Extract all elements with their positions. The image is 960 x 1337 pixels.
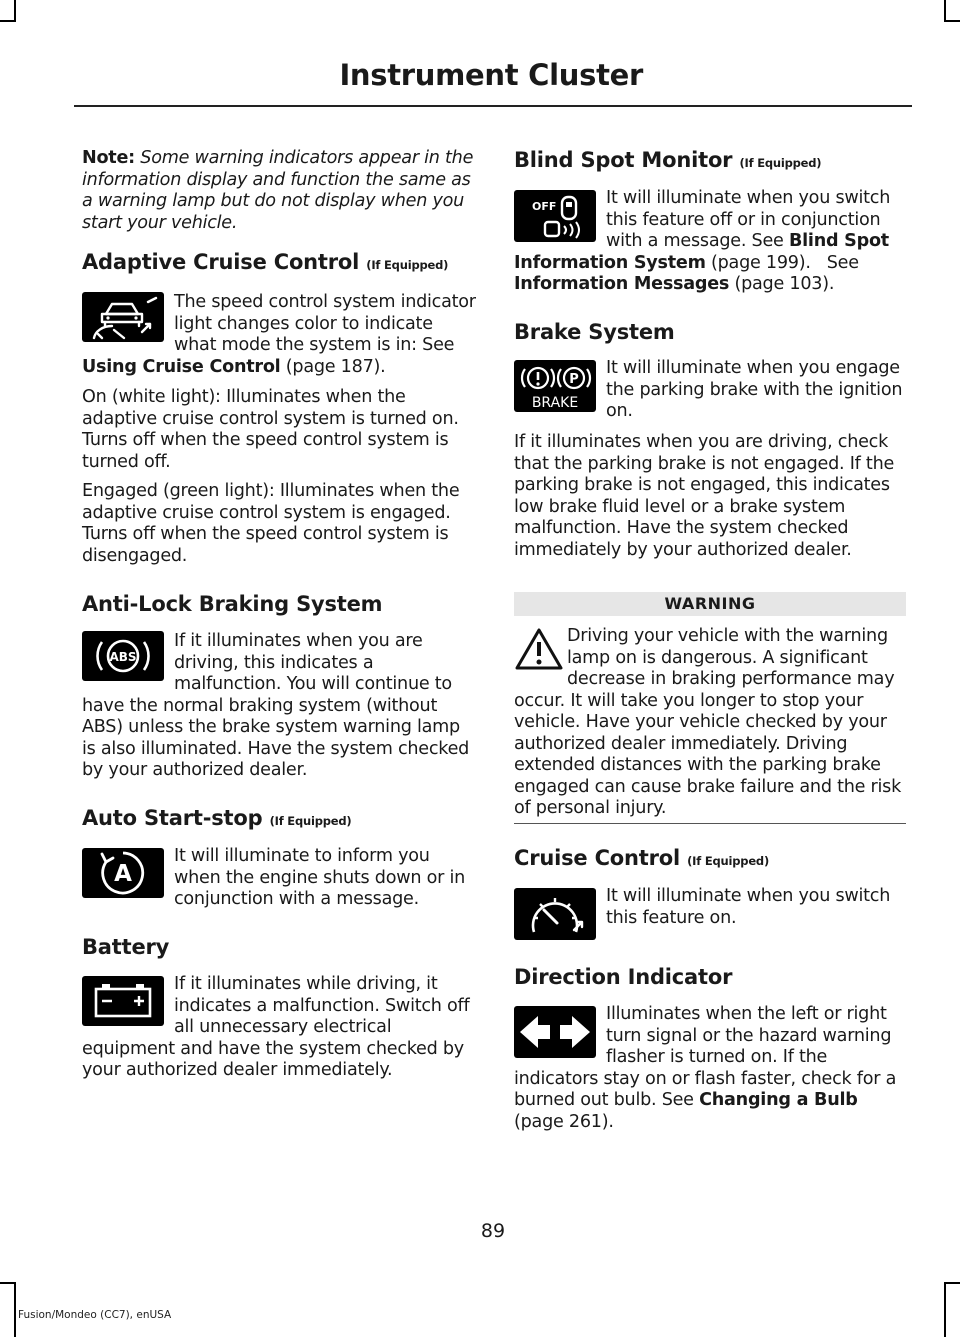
float-spacer xyxy=(82,974,174,1038)
crop-mark xyxy=(0,1282,16,1284)
abs-text xyxy=(82,631,476,782)
direction-text xyxy=(514,1004,906,1133)
crop-mark xyxy=(0,20,16,22)
abs-icon-label: ABS xyxy=(109,650,137,664)
battery-description: If it illuminates while driving, it indicates a malfunction. Switch off all unnecessary electrical equipment and have the system checked by your authorized dealer immediately. xyxy=(82,974,470,1080)
info-messages-page-ref: (page 103). xyxy=(734,274,835,294)
blindspot-text xyxy=(514,188,906,296)
blindspot-qualifier: (If Equipped) xyxy=(739,156,822,170)
changing-bulb-link[interactable]: Changing a Bulb xyxy=(699,1090,858,1110)
acc-on-text: On (white light): Illuminates when the adaptive cruise control system is turned on. Turns off when the speed control system is turned off. xyxy=(82,387,459,472)
autostop-icon-label: A xyxy=(114,861,132,887)
acc-link[interactable]: Using Cruise Control xyxy=(82,356,281,377)
header-divider xyxy=(74,105,912,107)
acc-text-1 xyxy=(82,292,476,378)
acc-text-3 xyxy=(82,481,476,567)
brake-text-1 xyxy=(514,358,906,423)
autostop-qualifier: (If Equipped) xyxy=(269,814,352,828)
autostop-heading xyxy=(82,805,476,834)
float-spacer xyxy=(82,631,174,695)
blindspot-page-ref: (page 199). xyxy=(711,252,811,273)
acc-qualifier: (If Equipped) xyxy=(366,258,449,272)
blindspot-title: Blind Spot Monitor xyxy=(514,148,733,172)
cruise-title: Cruise Control xyxy=(514,846,680,870)
blindspot-heading xyxy=(514,147,906,176)
blindspot-section xyxy=(514,147,906,176)
acc-section xyxy=(82,249,476,278)
float-spacer xyxy=(514,626,567,690)
crop-mark xyxy=(944,1282,946,1337)
acc-description: The speed control system indicator light changes color to indicate what mode the system is in: See xyxy=(174,292,476,355)
autostop-description: It will illuminate to inform you when the engine shuts down or in conjunction with a message. xyxy=(174,846,465,909)
crop-mark xyxy=(14,1282,16,1337)
battery-text xyxy=(82,974,476,1082)
direction-page-ref: (page 261). xyxy=(514,1111,614,1132)
note-block xyxy=(82,148,476,234)
note-label: Note: xyxy=(82,148,135,168)
autostop-text xyxy=(82,846,476,911)
float-spacer xyxy=(514,1004,606,1068)
float-spacer xyxy=(82,292,174,356)
cruise-qualifier: (If Equipped) xyxy=(687,854,770,868)
brake-description-1: It will illuminate when you engage the parking brake with the ignition on. xyxy=(606,358,903,421)
acc-title: Adaptive Cruise Control xyxy=(82,250,360,274)
acc-text-2 xyxy=(82,387,476,473)
autostop-title: Auto Start-stop xyxy=(82,806,263,830)
blindspot-icon-label: OFF xyxy=(532,200,557,213)
brake-icon-label: BRAKE xyxy=(531,395,579,411)
blindspot-description: It will illuminate when you switch this feature off or in conjunction with a message. See xyxy=(606,188,891,251)
footer-text: Fusion/Mondeo (CC7), enUSA xyxy=(18,1309,172,1321)
brake-description-2: If it illuminates when you are driving, check that the parking brake is not engaged. If the parking brake is not engaged, this indicates low brake fluid level or a brake system malfunction. Have the system checked immediately by your authorized dealer. xyxy=(514,432,895,560)
direction-description: Illuminates when the left or right turn signal or the hazard warning flasher is turned on. If the indicators stay on or flash faster, check for a burned out bulb. See xyxy=(514,1004,897,1110)
acc-page-ref: (page 187). xyxy=(285,356,386,377)
acc-heading xyxy=(82,249,476,278)
brake-heading: Brake System xyxy=(514,320,675,344)
blindspot-see: See xyxy=(826,252,859,273)
autostop-section xyxy=(82,805,476,834)
brake-text-2 xyxy=(514,432,906,561)
page-title: Instrument Cluster xyxy=(339,58,643,92)
warning-heading: WARNING xyxy=(514,592,906,616)
crop-mark xyxy=(944,1282,960,1284)
brake-section xyxy=(514,319,906,345)
warning-divider xyxy=(514,823,906,824)
battery-heading: Battery xyxy=(82,935,170,959)
abs-description: If it illuminates when you are driving, this indicates a malfunction. You will continue to have the normal braking system (without ABS) unless the brake system warning lamp is also illuminated. Have the system checked by your authorized dealer. xyxy=(82,631,470,780)
svg-text:P: P xyxy=(569,372,579,387)
warning-box xyxy=(514,592,906,616)
cruise-section xyxy=(514,845,906,874)
page-number: 89 xyxy=(480,1220,506,1242)
info-messages-link[interactable]: Information Messages xyxy=(514,274,730,294)
cruise-text xyxy=(514,886,906,929)
acc-engaged-text: Engaged (green light): Illuminates when the adaptive cruise control system is engaged. Turns off when the speed control system is disengaged. xyxy=(82,481,460,566)
cruise-description: It will illuminate when you switch this feature on. xyxy=(606,886,891,928)
warning-description: Driving your vehicle with the warning lamp on is dangerous. A significant decrease in braking performance may occur. It will take you longer to stop your vehicle. Have your vehicle checked by your authorized dealer immediately. Driving extended distances with the parking brake engaged can cause brake failure and the risk of personal injury. xyxy=(514,626,902,818)
note-text: Some warning indicators appear in the information display and function the same as a warning lamp but do not display when you start your vehicle. xyxy=(82,148,474,233)
float-spacer xyxy=(514,188,606,252)
crop-mark xyxy=(14,0,16,20)
crop-mark xyxy=(944,0,946,20)
abs-heading: Anti-Lock Braking System xyxy=(82,592,383,616)
warning-text xyxy=(514,626,906,820)
direction-heading: Direction Indicator xyxy=(514,965,733,989)
blindspot-link[interactable]: Blind Spot Information System xyxy=(514,231,889,273)
cruise-heading xyxy=(514,845,906,874)
direction-section xyxy=(514,964,906,990)
battery-section xyxy=(82,934,476,960)
abs-section xyxy=(82,591,476,617)
crop-mark xyxy=(944,20,960,22)
